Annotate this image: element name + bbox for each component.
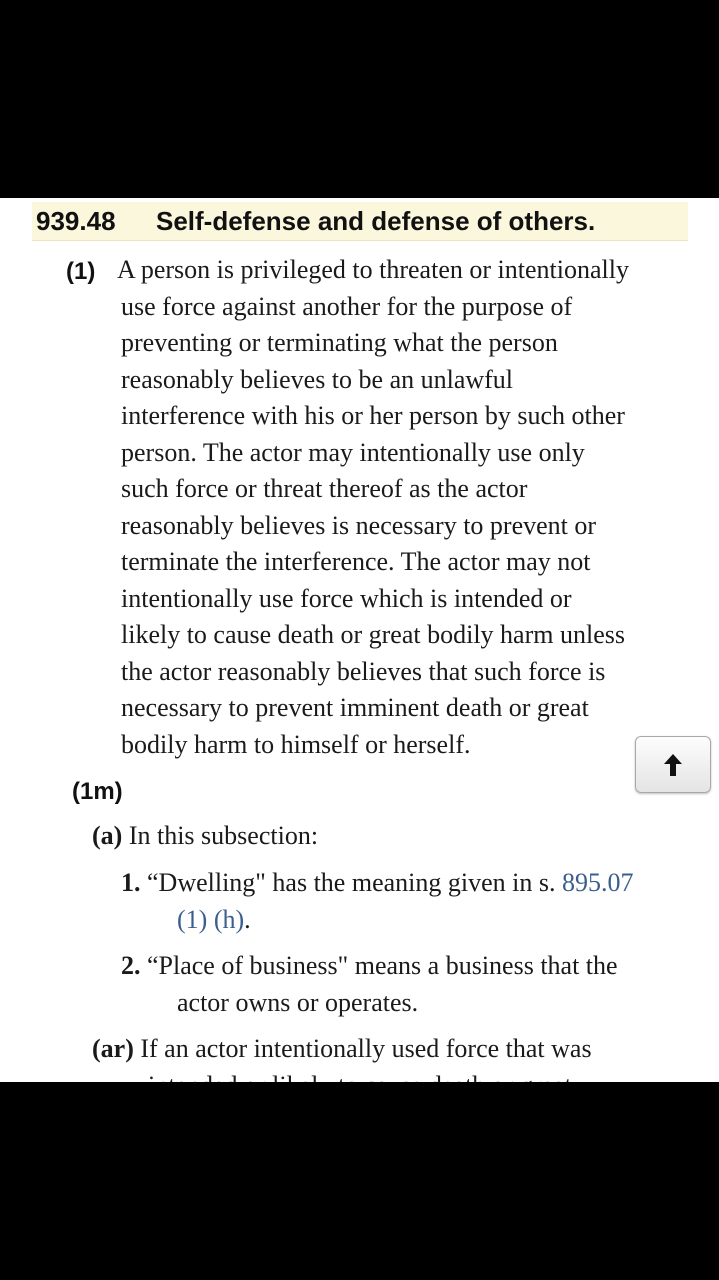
text-line: necessary to prevent imminent death or great (121, 693, 589, 722)
subsection-1-text (117, 252, 629, 763)
section-title: Self-defense and defense of others. (156, 206, 596, 236)
text-line: use force against another for the purpose of (121, 291, 573, 321)
top-black-bar (0, 0, 719, 198)
paragraph-a-label: (a) (92, 821, 123, 850)
text-line: reasonably believes to be an unlawful (121, 364, 514, 394)
item-1-text: “Dwelling" has the meaning given in s. (147, 868, 556, 897)
statute-link[interactable]: 895.07 (561, 868, 634, 897)
paragraph-a (92, 818, 318, 855)
paragraph-a-text: In this subsection: (128, 821, 319, 850)
text-line: preventing or terminating what the person (121, 328, 558, 357)
text-line: A person is privileged to threaten or intentionally (117, 255, 629, 284)
section-heading (32, 202, 688, 241)
item-2-label: 2. (121, 951, 141, 980)
text-line: the actor reasonably believes that such force is (121, 656, 606, 686)
subsection-1-label: (1) (66, 258, 96, 285)
paragraph-ar-text: If an actor intentionally used force that was (140, 1034, 592, 1063)
bottom-black-bar (0, 1082, 719, 1280)
text-line: person. The actor may intentionally use only (121, 437, 585, 467)
subsection-1m-label: (1m) (72, 778, 123, 805)
item-2-text: “Place of business" means a business that the (147, 951, 618, 980)
item-2-text-cont: actor owns or operates. (177, 987, 419, 1017)
arrow-up-icon (664, 754, 682, 776)
item-1-end: . (244, 904, 251, 934)
text-line: interference with his or her person by such other (121, 401, 625, 430)
section-number: 939.48 (36, 206, 116, 236)
paragraph-ar-label: (ar) (92, 1034, 134, 1063)
statute-page (0, 198, 719, 1082)
scroll-top-button[interactable] (635, 736, 711, 793)
text-line: terminate the interference. The actor may not (121, 547, 591, 576)
text-line: intentionally use force which is intended or (121, 583, 572, 613)
item-1-label: 1. (121, 868, 141, 897)
text-line: such force or threat thereof as the actor (121, 474, 528, 503)
item-2 (121, 948, 618, 1021)
item-1 (121, 865, 633, 938)
text-line: reasonably believes is necessary to prevent or (121, 510, 597, 540)
statute-link[interactable]: (1) (h) (177, 904, 245, 934)
text-line: bodily harm to himself or herself. (121, 729, 471, 759)
text-line: likely to cause death or great bodily harm unless (121, 620, 625, 649)
